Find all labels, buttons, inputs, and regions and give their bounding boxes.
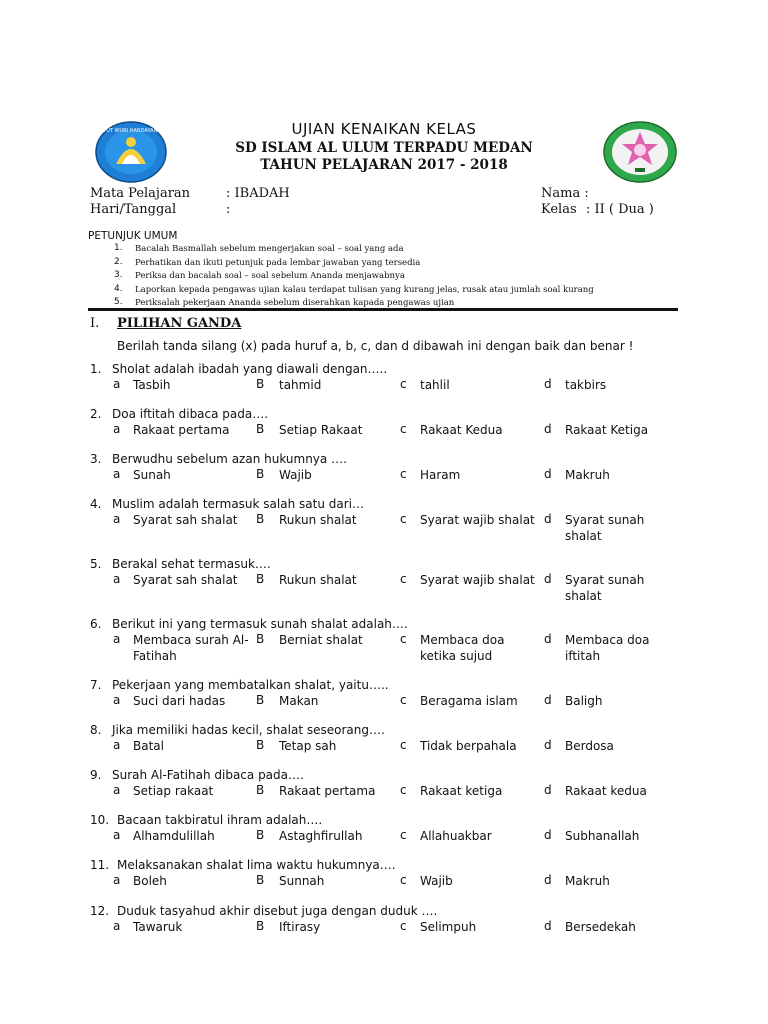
option-letter: a: [113, 422, 121, 436]
option-text: Batal: [133, 739, 164, 753]
option-text: Sunah: [133, 468, 171, 482]
option-letter: a: [113, 783, 121, 797]
option-text: Rakaat ketiga: [420, 784, 503, 798]
option-letter: B: [256, 572, 265, 586]
option-letter: a: [113, 738, 121, 752]
question-text: Muslim adalah termasuk salah satu dari…: [112, 497, 364, 511]
option-letter: d: [544, 377, 552, 391]
option-text: Tetap sah: [279, 739, 337, 753]
question-number: 7.: [90, 678, 102, 692]
option-letter: d: [544, 828, 552, 842]
option-letter: d: [544, 467, 552, 481]
option-letter: B: [256, 873, 265, 887]
section-instruction: Berilah tanda silang (x) pada huruf a, b, c, dan d dibawah ini dengan baik dan benar !: [117, 339, 634, 353]
option-text: Membaca doa iftitah: [565, 633, 650, 663]
option-text: Wajib: [279, 468, 312, 482]
question-text: Berwudhu sebelum azan hukumnya ….: [112, 452, 347, 466]
option-letter: d: [544, 783, 552, 797]
option-text: Tawaruk: [133, 920, 183, 934]
section-title: PILIHAN GANDA: [117, 316, 242, 331]
option-letter: B: [256, 467, 265, 481]
question-number: 11.: [90, 858, 110, 872]
option-letter: c: [400, 467, 407, 481]
option-text: Suci dari hadas: [133, 694, 226, 708]
option-letter: B: [256, 422, 265, 436]
option-letter: c: [400, 632, 407, 646]
option-text: Alhamdulillah: [133, 829, 215, 843]
option-letter: B: [256, 783, 265, 797]
option-text: Bersedekah: [565, 920, 636, 934]
option-text: Berdosa: [565, 739, 614, 753]
option-letter: d: [544, 512, 552, 526]
option-text: Rakaat Kedua: [420, 423, 503, 437]
option-text: Syarat wajib shalat: [420, 573, 535, 587]
class-value: : II ( Dua ): [586, 202, 654, 217]
option-text: Iftirasy: [279, 920, 321, 934]
subject-value: : IBADAH: [226, 186, 290, 201]
option-text: tahlil: [420, 378, 450, 392]
option-text: Allahuakbar: [420, 829, 492, 843]
option-letter: c: [400, 873, 407, 887]
instruction-item: Perhatikan dan ikuti petunjuk pada lembar jawaban yang tersedia: [135, 258, 421, 268]
header-block: [0, 120, 768, 173]
option-letter: c: [400, 572, 407, 586]
option-text: Syarat sah shalat: [133, 513, 238, 527]
option-text: tahmid: [279, 378, 322, 392]
option-text: Haram: [420, 468, 461, 482]
option-text: Selimpuh: [420, 920, 477, 934]
option-letter: B: [256, 512, 265, 526]
option-letter: a: [113, 632, 121, 646]
option-letter: d: [544, 572, 552, 586]
option-letter: B: [256, 377, 265, 391]
svg-text:TUT WURI HANDAYANI: TUT WURI HANDAYANI: [103, 128, 159, 134]
option-letter: a: [113, 873, 121, 887]
option-letter: B: [256, 738, 265, 752]
name-label: Nama :: [541, 186, 589, 201]
question-number: 9.: [90, 768, 102, 782]
instruction-item: Laporkan kepada pengawas ujian kalau terdapat tulisan yang kurang jelas, rusak atau jumlah soal kurang: [135, 285, 594, 295]
option-text: Rukun shalat: [279, 573, 357, 587]
question-text: Doa iftitah dibaca pada….: [112, 407, 269, 421]
question-number: 12.: [90, 904, 110, 918]
option-text: Rakaat pertama: [133, 423, 230, 437]
option-text: Tasbih: [133, 378, 171, 392]
option-text: Wajib: [420, 874, 453, 888]
section-number: I.: [90, 316, 100, 331]
option-text: Rukun shalat: [279, 513, 357, 527]
option-letter: B: [256, 632, 265, 646]
option-letter: c: [400, 693, 407, 707]
option-text: Makan: [279, 694, 319, 708]
school-name: SD ISLAM AL ULUM TERPADU MEDAN: [235, 140, 533, 156]
option-letter: d: [544, 422, 552, 436]
option-text: Membaca doa ketika sujud: [420, 633, 505, 663]
option-letter: a: [113, 572, 121, 586]
option-text: Syarat sah shalat: [133, 573, 238, 587]
option-text: Boleh: [133, 874, 167, 888]
instruction-item: Bacalah Basmallah sebelum mengerjakan soal – soal yang ada: [135, 244, 404, 254]
question-number: 8.: [90, 723, 102, 737]
date-value: :: [226, 202, 231, 217]
question-text: Berikut ini yang termasuk sunah shalat adalah….: [112, 617, 408, 631]
option-text: Astaghfirullah: [279, 829, 363, 843]
option-text: Berniat shalat: [279, 633, 363, 647]
instruction-number: 5.: [114, 297, 123, 307]
option-letter: a: [113, 828, 121, 842]
option-text: takbirs: [565, 378, 607, 392]
question-number: 2.: [90, 407, 102, 421]
question-text: Jika memiliki hadas kecil, shalat seseorang….: [112, 723, 385, 737]
option-text: Membaca surah Al-Fatihah: [133, 633, 249, 663]
divider-line: [88, 308, 678, 311]
option-text: Rakaat kedua: [565, 784, 647, 798]
option-text: Setiap rakaat: [133, 784, 214, 798]
question-text: Melaksanakan shalat lima waktu hukumnya….: [117, 858, 396, 872]
option-text: Rakaat pertama: [279, 784, 376, 798]
option-letter: d: [544, 632, 552, 646]
question-number: 3.: [90, 452, 102, 466]
option-letter: c: [400, 919, 407, 933]
option-letter: B: [256, 919, 265, 933]
option-text: Makruh: [565, 468, 610, 482]
option-letter: d: [544, 919, 552, 933]
option-text: Beragama islam: [420, 694, 518, 708]
option-letter: a: [113, 512, 121, 526]
question-text: Duduk tasyahud akhir disebut juga dengan duduk ….: [117, 904, 438, 918]
option-letter: a: [113, 919, 121, 933]
question-text: Surah Al-Fatihah dibaca pada….: [112, 768, 304, 782]
option-text: Subhanallah: [565, 829, 640, 843]
instruction-number: 2.: [114, 257, 123, 267]
option-letter: c: [400, 783, 407, 797]
option-letter: d: [544, 693, 552, 707]
instruction-item: Periksa dan bacalah soal – soal sebelum Ananda menjawabnya: [135, 271, 405, 281]
question-text: Bacaan takbiratul ihram adalah….: [117, 813, 323, 827]
instruction-number: 3.: [114, 270, 123, 280]
option-text: Rakaat Ketiga: [565, 423, 649, 437]
question-text: Berakal sehat termasuk….: [112, 557, 271, 571]
option-text: Syarat wajib shalat: [420, 513, 535, 527]
question-number: 6.: [90, 617, 102, 631]
instruction-item: Periksalah pekerjaan Ananda sebelum diserahkan kapada pengawas ujian: [135, 298, 455, 308]
option-letter: a: [113, 377, 121, 391]
option-text: Syarat sunah shalat: [565, 513, 645, 543]
option-text: Setiap Rakaat: [279, 423, 363, 437]
question-text: Pekerjaan yang membatalkan shalat, yaitu…..: [112, 678, 389, 692]
question-text: Sholat adalah ibadah yang diawali dengan…..: [112, 362, 388, 376]
option-letter: a: [113, 693, 121, 707]
exam-title: UJIAN KENAIKAN KELAS: [291, 120, 477, 138]
option-letter: c: [400, 377, 407, 391]
instruction-number: 4.: [114, 284, 123, 294]
subject-label: Mata Pelajaran: [90, 186, 191, 201]
academic-year: TAHUN PELAJARAN 2017 - 2018: [260, 157, 508, 173]
option-letter: d: [544, 738, 552, 752]
option-text: Baligh: [565, 694, 603, 708]
question-number: 5.: [90, 557, 102, 571]
option-text: Tidak berpahala: [420, 739, 517, 753]
option-letter: B: [256, 828, 265, 842]
option-letter: B: [256, 693, 265, 707]
question-number: 1.: [90, 362, 102, 376]
general-instructions-title: PETUNJUK UMUM: [88, 230, 178, 242]
option-letter: d: [544, 873, 552, 887]
date-label: Hari/Tanggal: [90, 202, 177, 217]
option-text: Syarat sunah shalat: [565, 573, 645, 603]
option-text: Makruh: [565, 874, 610, 888]
option-letter: c: [400, 422, 407, 436]
option-text: Sunnah: [279, 874, 325, 888]
option-letter: a: [113, 467, 121, 481]
option-letter: c: [400, 738, 407, 752]
question-number: 10.: [90, 813, 110, 827]
option-letter: c: [400, 828, 407, 842]
question-number: 4.: [90, 497, 102, 511]
instruction-number: 1.: [114, 243, 123, 253]
class-label: Kelas: [541, 202, 577, 217]
option-letter: c: [400, 512, 407, 526]
